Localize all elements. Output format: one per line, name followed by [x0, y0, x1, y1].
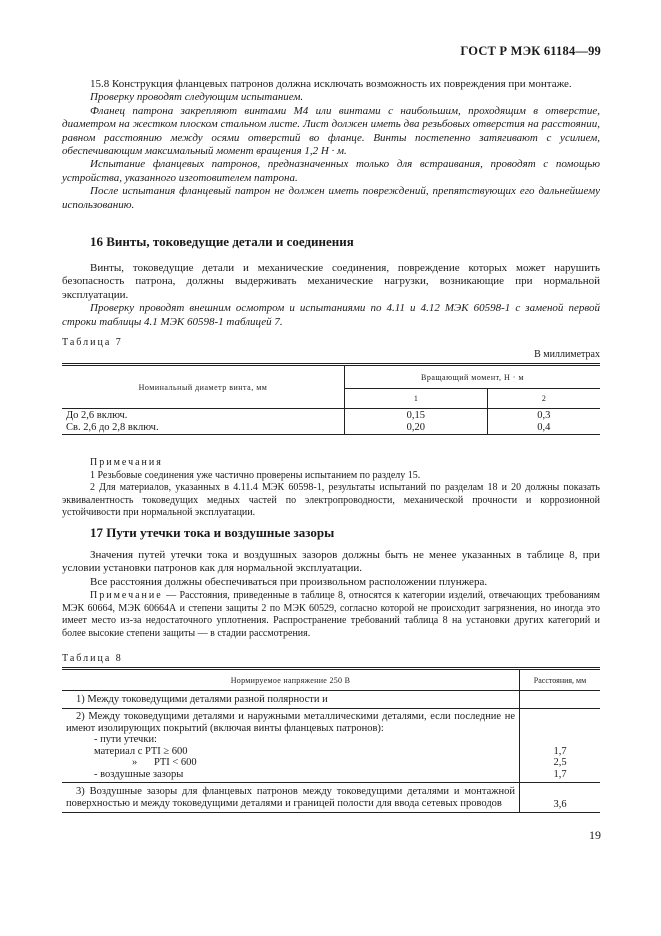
table-cell: До 2,6 включ. — [62, 409, 345, 422]
paragraph: Значения путей утечки тока и воздушных зазоров должны быть не менее указанных в таблице 8, при условии установки патронов как для нормальной эксплуатации. — [62, 549, 600, 575]
table-cell — [520, 709, 601, 783]
table-header-cell: Вращающий момент, Н · м — [345, 365, 601, 389]
paragraph: 15.8 Конструкция фланцевых патронов должна исключать возможность их повреждения при монтаже. — [90, 78, 572, 90]
table-cell: 0,15 — [345, 409, 488, 422]
table-cell: 0,4 — [537, 422, 551, 434]
standard-header: ГОСТ Р МЭК 61184—99 — [460, 44, 601, 58]
ditto-mark: » — [132, 757, 138, 768]
value: 2,5 — [553, 757, 567, 768]
section-17-heading: 17 Пути утечки тока и воздушные зазоры — [90, 525, 335, 540]
note: 1 Резьбовые соединения уже частично проверены испытанием по разделу 15. — [90, 469, 421, 481]
section-16-heading: 16 Винты, токоведущие детали и соединения — [90, 234, 354, 249]
table-cell: Св. 2,6 до 2,8 включ. — [62, 422, 345, 435]
table-row — [62, 691, 600, 709]
paragraph: Винты, токоведущие детали и механические соединения, повреждение которых может нарушить безопасность патрона, должны выдерживать механические нагрузки, возникающие при нормальной эксплуатации. — [62, 262, 600, 301]
row-text: - воздушные зазоры — [94, 768, 184, 780]
table-cell — [62, 709, 520, 783]
table-cell: 3) Воздушные зазоры для фланцевых патронов между токоведущими деталями и монтажной поверхностью и между токоведущими деталями и границей полости для ввода сетевых проводов — [62, 783, 520, 813]
notes-title: Примечания — [90, 457, 163, 468]
table-cell: 3,6 — [553, 799, 567, 810]
paragraph: Фланец патрона закрепляют винтами М4 или винтами с наибольшим, проходящим в отверстие, диаметром на жестком плоском стальном листе. Лист должен иметь два резьбовых отверстия на расстоянии, равном расстоянию между осями отверстий во фланце. Винты постепенно затягивают с усилием, обеспечивающим максимальный момент вращения 1,2 Н · м. — [62, 104, 600, 158]
table-header-cell: 2 — [487, 389, 600, 409]
paragraph: После испытания фланцевый патрон не должен иметь повреждений, препятствующих его дальнейшему использованию. — [62, 185, 600, 211]
table-header-cell: 1 — [345, 389, 488, 409]
note-label: Примечание — [90, 590, 163, 601]
table-cell: 1) Между токоведущими деталями разной полярности и — [62, 691, 520, 709]
table-7-notes — [62, 457, 600, 520]
table-cell: 0,3 — [537, 409, 551, 421]
paragraph: Проверку проводят следующим испытанием. — [90, 91, 304, 104]
page-number: 19 — [589, 828, 601, 842]
row-text: материал с PTI ≥ 600 — [94, 745, 188, 757]
table-row — [62, 409, 600, 422]
value: 1,7 — [553, 745, 567, 757]
table-row — [62, 422, 600, 435]
row-text: - пути утечки: — [94, 734, 157, 745]
section-16-body — [62, 262, 600, 329]
note-text: — Расстояния, приведенные в таблице 8, относятся к категории изделий, отвечающих требованиям МЭК 60664, МЭК 60664А и степени защиты 2 по МЭК 60529, согласно которой не происходит загрязнения, но иногда это имеет место из-за недостаточного уплотнения. Распространение требований таблица 8 на установки других категорий и более высокие степени защиты — в стадии рассмотрения. — [62, 590, 600, 639]
table-8 — [62, 667, 600, 813]
paragraph: Проверку проводят внешним осмотром и испытаниями по 4.11 и 4.12 МЭК 60598-1 с заменой первой строки таблицы 4.1 МЭК 60598-1 таблицей 7. — [62, 302, 600, 328]
value: 1,7 — [553, 768, 567, 780]
table-header-cell: Нормируемое напряжение 250 В — [62, 669, 520, 691]
paragraph: Все расстояния должны обеспечиваться при произвольном расположении плунжера. — [90, 575, 488, 588]
row-text: 2) Между токоведущими деталями и наружными металлическими деталями, если последние не имеют изолирующих покрытий (включая винты фланцевых патронов): — [66, 711, 515, 734]
table-header-cell: Номинальный диаметр винта, мм — [62, 365, 345, 409]
table-cell: 0,20 — [345, 422, 488, 435]
table-7 — [62, 363, 600, 435]
table-cell — [520, 691, 601, 709]
section-15-8 — [62, 78, 600, 212]
table-header-cell: Расстояния, мм — [520, 669, 601, 691]
table-row — [62, 709, 600, 783]
table-7-units: В миллиметрах — [534, 349, 600, 360]
section-17-note — [62, 590, 600, 640]
row-text: PTI < 600 — [154, 757, 197, 768]
table-8-caption: Таблица 8 — [62, 653, 123, 664]
table-7-caption: Таблица 7 — [62, 337, 123, 348]
section-17-body — [62, 549, 600, 589]
note: 2 Для материалов, указанных в 4.11.4 МЭК 60598-1, результаты испытаний по разделам 18 и 20 должны показать эквивалентность токоведущих медных частей по электропроводности, механической прочности и коррозионной устойчивости при нормальной эксплуатации. — [62, 482, 600, 518]
paragraph: Испытание фланцевых патронов, предназначенных только для встраивания, проводят с помощью устройства, указанного изготовителем патрона. — [62, 158, 600, 184]
table-row — [62, 783, 600, 813]
